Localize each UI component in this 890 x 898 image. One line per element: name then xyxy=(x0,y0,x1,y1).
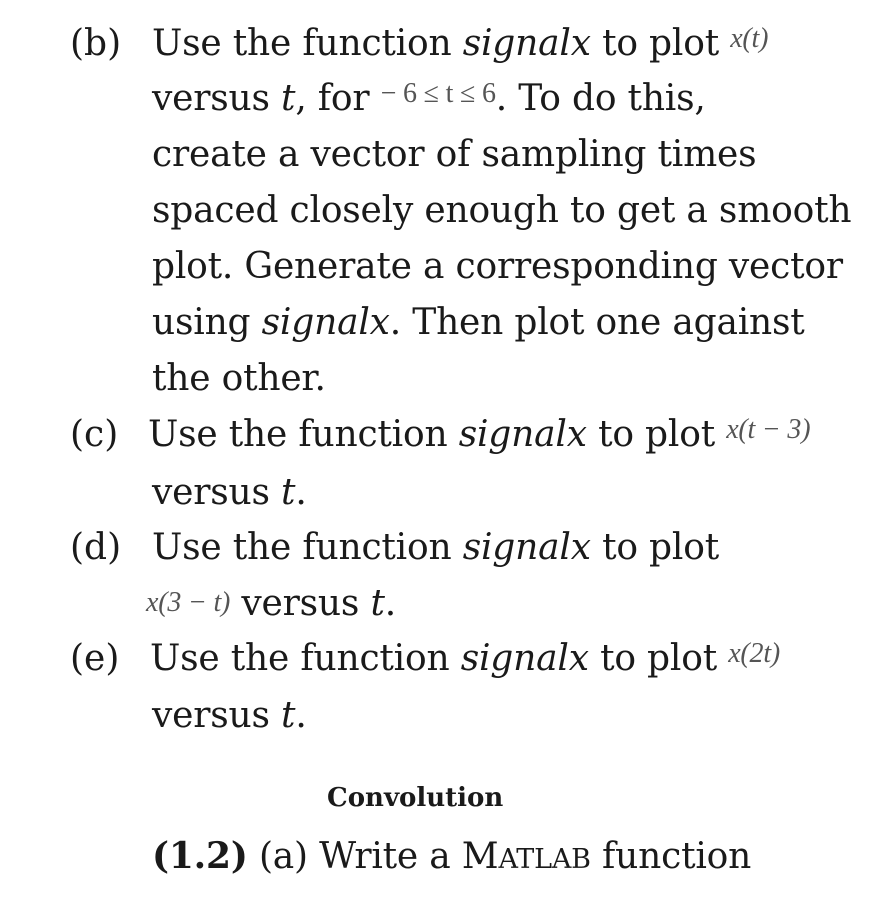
item-b-line-2 xyxy=(152,77,706,124)
text: versus xyxy=(152,78,282,119)
math-expression: x(2t) xyxy=(728,638,781,669)
text: to plot xyxy=(590,527,719,568)
function-name: signalx xyxy=(460,638,589,679)
item-b-line-4: spaced closely enough to get a smooth xyxy=(152,190,852,231)
item-b-line-1 xyxy=(152,22,768,69)
problem-line xyxy=(152,834,751,882)
function-name: signalx xyxy=(462,527,591,568)
function-name: signalx xyxy=(462,23,591,64)
problem-number: (1.2) xyxy=(152,835,248,877)
math-expression: x(t) xyxy=(730,23,769,54)
text: to plot xyxy=(586,414,727,455)
text: versus xyxy=(152,695,282,736)
function-name: signalx xyxy=(458,414,587,455)
text: . xyxy=(295,695,307,736)
item-d-line-1 xyxy=(152,526,719,570)
text: to plot xyxy=(588,638,729,679)
function-name: signalx xyxy=(261,302,390,343)
matlab-rest: ATLAB xyxy=(498,844,591,875)
text: to plot xyxy=(590,23,731,64)
text: . xyxy=(295,472,307,513)
item-e-line-1 xyxy=(150,637,780,684)
variable: t xyxy=(281,78,296,119)
item-e-line-2 xyxy=(152,694,307,738)
math-expression: x(3 − t) xyxy=(146,587,231,618)
text: , for xyxy=(295,78,381,119)
item-c-label: (c) xyxy=(70,414,119,455)
variable: t xyxy=(370,583,385,624)
section-heading: Convolution xyxy=(327,783,504,813)
item-b-line-5: plot. Generate a corresponding vector xyxy=(152,246,843,287)
text: Use the function xyxy=(152,23,463,64)
text: function xyxy=(590,836,752,877)
text: . To do this, xyxy=(495,78,706,119)
math-expression: − 6 ≤ t ≤ 6 xyxy=(380,78,496,109)
item-b-label: (b) xyxy=(70,23,122,64)
item-d-label: (d) xyxy=(70,527,122,568)
text: using xyxy=(152,302,262,343)
text: Use the function xyxy=(152,527,463,568)
text: Write a xyxy=(319,836,462,877)
text: Use the function xyxy=(150,638,461,679)
problem-part: (a) xyxy=(258,836,308,877)
text: versus xyxy=(152,472,282,513)
math-expression: x(t − 3) xyxy=(726,414,811,445)
text: versus xyxy=(230,583,371,624)
text: Use the function xyxy=(148,414,459,455)
variable: t xyxy=(281,695,296,736)
item-b-line-6 xyxy=(152,301,805,345)
item-c-line-1 xyxy=(148,413,810,460)
item-c-line-2 xyxy=(152,471,307,515)
matlab-first: M xyxy=(461,836,499,877)
item-e-label: (e) xyxy=(70,638,120,679)
item-d-line-2 xyxy=(146,582,396,629)
text: . xyxy=(384,583,396,624)
item-b-line-3: create a vector of sampling times xyxy=(152,134,757,175)
text: . Then plot one against xyxy=(389,302,805,343)
item-b-line-7: the other. xyxy=(152,358,326,399)
variable: t xyxy=(281,472,296,513)
